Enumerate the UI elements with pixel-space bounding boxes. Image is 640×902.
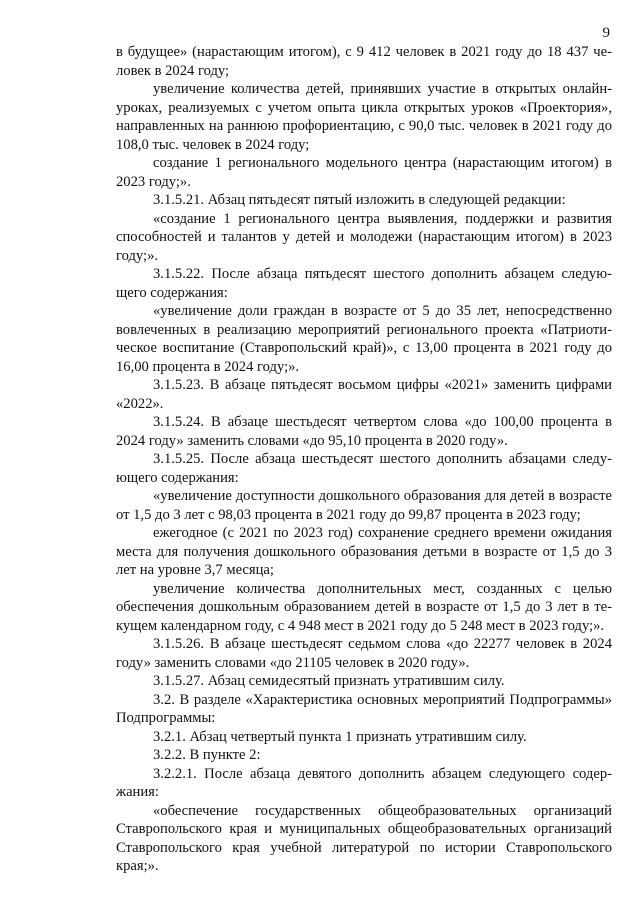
- clause-3-2-1: 3.2.1. Абзац четвертый пункта 1 признать утратившим силу.: [153, 728, 527, 745]
- clause-3-2-2-1: 3.2.2.1. После абзаца девятого дополнить абзацем следующего содержания:: [116, 765, 612, 800]
- clause-3-1-5-21: 3.1.5.21. Абзац пятьдесят пятый изложить в следующей редакции:: [153, 192, 566, 208]
- paragraph-talent-center: «создание 1 регионального центра выявления, поддержки и развития способностей и талантов у детей и молодежи (нарастающим итогом) в 2023 году;».: [116, 210, 612, 264]
- clause-3-1-5-23: 3.1.5.23. В абзаце пятьдесят восьмом цифры «2021» заменить цифрами «2022».: [116, 377, 612, 412]
- paragraph-continuation: в будущее» (нарастающим итогом), с 9 412 человек в 2021 году до 18 437 человек в 2024 году;: [116, 44, 612, 79]
- clause-3-1-5-24: 3.1.5.24. В абзаце шестьдесят четвертом слова «до 100,00 процента в 2024 году» заменить словами «до 95,10 процента в 2020 году».: [116, 414, 612, 449]
- clause-3-2: 3.2. В разделе «Характеристика основных мероприятий Подпрограммы» Подпрограммы:: [116, 691, 612, 726]
- clause-3-1-5-27: 3.1.5.27. Абзац семидесятый признать утратившим силу.: [153, 673, 505, 689]
- paragraph-online-lessons: увеличение количества детей, принявших участие в открытых онлайн-уроках, реализуемых с учетом опыта цикла открытых уроков «Проектория», направленных на раннюю профориентацию, с 90,0 тыс. человек в 2021 году до 108,0 тыс. человек в 2024 году;: [116, 81, 612, 153]
- paragraph-preschool-availability: «увеличение доступности дошкольного образования для детей в возрасте от 1,5 до 3 лет с 98,03 процента в 2021 году до 99,87 процента в 2023 году;: [116, 488, 612, 523]
- paragraph-patriotic-education: «увеличение доли граждан в возрасте от 5 до 35 лет, непосредственно вовлеченных в реализацию мероприятий регионального проекта «Патриотическое воспитание (Ставропольский край)», с 13,00 процента в 2021 году до 16,00 процента в 2024 году;».: [116, 303, 612, 375]
- document-body: [116, 43, 612, 876]
- paragraph-waiting-time: ежегодное (с 2021 по 2023 год) сохранение среднего времени ожидания места для получения дошкольного образования детьми в возрасте от 1,5 до 3 лет на уровне 3,7 месяца;: [116, 525, 612, 578]
- paragraph-history-literature: «обеспечение государственных общеобразовательных организаций Ставропольского края и муниципальных общеобразовательных организаций Ставропольского края учебной литературой по истории Ставропольского края;».: [116, 802, 612, 874]
- paragraph-model-center: создание 1 регионального модельного центра (нарастающим итогом) в 2023 году;».: [116, 155, 612, 190]
- paragraph-additional-places: увеличение количества дополнительных мест, созданных с целью обеспечения дошкольным образованием детей в возрасте от 1,5 до 3 лет в текущем календарном году, с 4 948 мест в 2021 году до 5 248 мест в 2023 году;».: [116, 580, 612, 634]
- clause-3-1-5-22: 3.1.5.22. После абзаца пятьдесят шестого дополнить абзацем следующего содержания:: [116, 266, 612, 301]
- clause-3-2-2: 3.2.2. В пункте 2:: [153, 747, 261, 763]
- clause-3-1-5-25: 3.1.5.25. После абзаца шестьдесят шестого дополнить абзацами следующего содержания:: [116, 451, 612, 486]
- page-number: 9: [602, 25, 610, 41]
- clause-3-1-5-26: 3.1.5.26. В абзаце шестьдесят седьмом слова «до 22277 человек в 2024 году» заменить словами «до 21105 человек в 2020 году».: [116, 636, 612, 671]
